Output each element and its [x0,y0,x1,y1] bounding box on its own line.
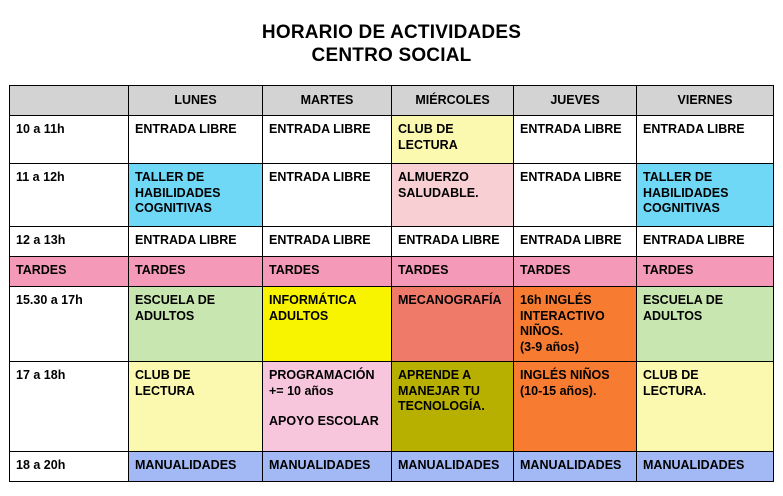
schedule-cell [129,164,263,227]
activity-text: HABILIDADES [135,185,221,200]
activity-text: ENTRADA LIBRE [520,122,622,136]
table-row [10,116,774,164]
activity-text: LECTURA [135,383,195,398]
schedule-cell [514,257,637,287]
activity-text: TALLER DE [643,170,713,184]
time-label: 11 a 12h [16,170,65,184]
schedule-cell [263,362,392,452]
header-viernes: VIERNES [637,86,774,116]
activity-text: CLUB DE [135,368,191,382]
activity-text: ENTRADA LIBRE [269,233,371,247]
table-row [10,452,774,482]
page-title: HORARIO DE ACTIVIDADES [261,22,522,43]
schedule-cell [263,164,392,227]
activity-text: += 10 años [269,383,334,398]
activity-text: ENTRADA LIBRE [269,170,371,184]
activity-text: MANUALIDADES [269,458,371,472]
time-cell [10,287,129,362]
activity-text: TARDES [135,263,186,277]
schedule-cell [263,287,392,362]
schedule-cell [392,257,514,287]
table-row [10,227,774,257]
activity-text: MANUALIDADES [135,458,237,472]
time-label: 18 a 20h [16,458,66,472]
activity-text: COGNITIVAS [135,201,212,215]
activity-text: ESCUELA DE [643,293,724,307]
time-cell [10,164,129,227]
time-label: 15.30 a 17h [16,293,83,307]
activity-text: COGNITIVAS [643,201,720,215]
activity-text: ADULTOS [269,308,329,323]
time-cell [10,116,129,164]
activity-text: INGLÉS NIÑOS [520,368,610,382]
activity-text: MANUALIDADES [643,458,745,472]
time-label: 17 a 18h [16,368,66,382]
schedule-cell [129,257,263,287]
activity-text: ADULTOS [135,308,195,323]
schedule-cell [514,287,637,362]
schedule-cell [514,362,637,452]
schedule-cell [392,362,514,452]
schedule-cell [392,452,514,482]
time-label: 10 a 11h [16,122,65,136]
schedule-cell [637,116,774,164]
activity-text: TARDES [398,263,449,277]
activity-text: APRENDE A [398,368,472,382]
schedule-cell [514,116,637,164]
schedule-table [9,85,774,482]
activity-text: INTERACTIVO [520,308,605,323]
schedule-cell [129,362,263,452]
schedule-cell [129,452,263,482]
activity-text: (10-15 años). [520,383,597,398]
activity-text: ENTRADA LIBRE [135,233,237,247]
time-cell [10,227,129,257]
activity-text: ESCUELA DE [135,293,216,307]
time-cell [10,257,129,287]
activity-text: TALLER DE [135,170,205,184]
activity-text: TECNOLOGÍA. [398,399,485,413]
activity-text: (3-9 años) [520,339,580,354]
schedule-cell [263,227,392,257]
schedule-cell [392,287,514,362]
activity-text: APOYO ESCOLAR [269,414,379,428]
schedule-cell [637,257,774,287]
activity-text: CLUB DE [643,368,699,382]
header-jueves: JUEVES [514,86,637,116]
activity-text: TARDES [520,263,571,277]
table-row [10,362,774,452]
header-corner [10,86,129,116]
schedule-cell [637,227,774,257]
schedule-cell [637,164,774,227]
header-lunes: LUNES [129,86,263,116]
schedule-cell [129,116,263,164]
time-cell [10,452,129,482]
activity-text: ENTRADA LIBRE [269,122,371,136]
schedule-cell [263,116,392,164]
activity-text: ENTRADA LIBRE [135,122,237,136]
activity-text: ENTRADA LIBRE [520,170,622,184]
activity-text: INFORMÁTICA [269,293,357,307]
schedule-cell [263,257,392,287]
activity-text: HABILIDADES [643,185,729,200]
schedule-cell [637,452,774,482]
schedule-cell [129,287,263,362]
activity-text: MANUALIDADES [398,458,500,472]
activity-text: ENTRADA LIBRE [643,233,745,247]
activity-text: NIÑOS. [520,324,564,338]
header-miercoles: MIÉRCOLES [392,86,514,116]
schedule-cell [129,227,263,257]
activity-text: ENTRADA LIBRE [398,233,500,247]
header-row [10,86,774,116]
activity-text: TARDES [643,263,694,277]
activity-text: CLUB DE [398,122,454,136]
schedule-cell [514,452,637,482]
time-label: TARDES [16,263,67,277]
table-row [10,257,774,287]
activity-text: 16h INGLÉS [520,293,592,307]
activity-text: SALUDABLE. [398,185,479,200]
activity-text: MECANOGRAFÍA [398,293,502,307]
activity-text: LECTURA [398,137,458,152]
schedule-cell [514,227,637,257]
activity-text: MANEJAR TU [398,383,480,398]
schedule-cell [392,164,514,227]
activity-text: LECTURA. [643,383,707,398]
activity-text: ALMUERZO [398,170,469,184]
schedule-cell [637,287,774,362]
activity-text: ADULTOS [643,308,703,323]
schedule-cell [637,362,774,452]
table-row [10,164,774,227]
time-label: 12 a 13h [16,233,66,247]
page-subtitle: CENTRO SOCIAL [311,45,472,66]
activity-text: MANUALIDADES [520,458,622,472]
activity-text: PROGRAMACIÓN [269,368,375,382]
schedule-cell [514,164,637,227]
schedule-cell [392,116,514,164]
header-martes: MARTES [263,86,392,116]
schedule-cell [263,452,392,482]
activity-text: ENTRADA LIBRE [643,122,745,136]
table-row [10,287,774,362]
activity-text: TARDES [269,263,320,277]
activity-text: ENTRADA LIBRE [520,233,622,247]
time-cell [10,362,129,452]
line-spacer [269,399,385,414]
schedule-cell [392,227,514,257]
